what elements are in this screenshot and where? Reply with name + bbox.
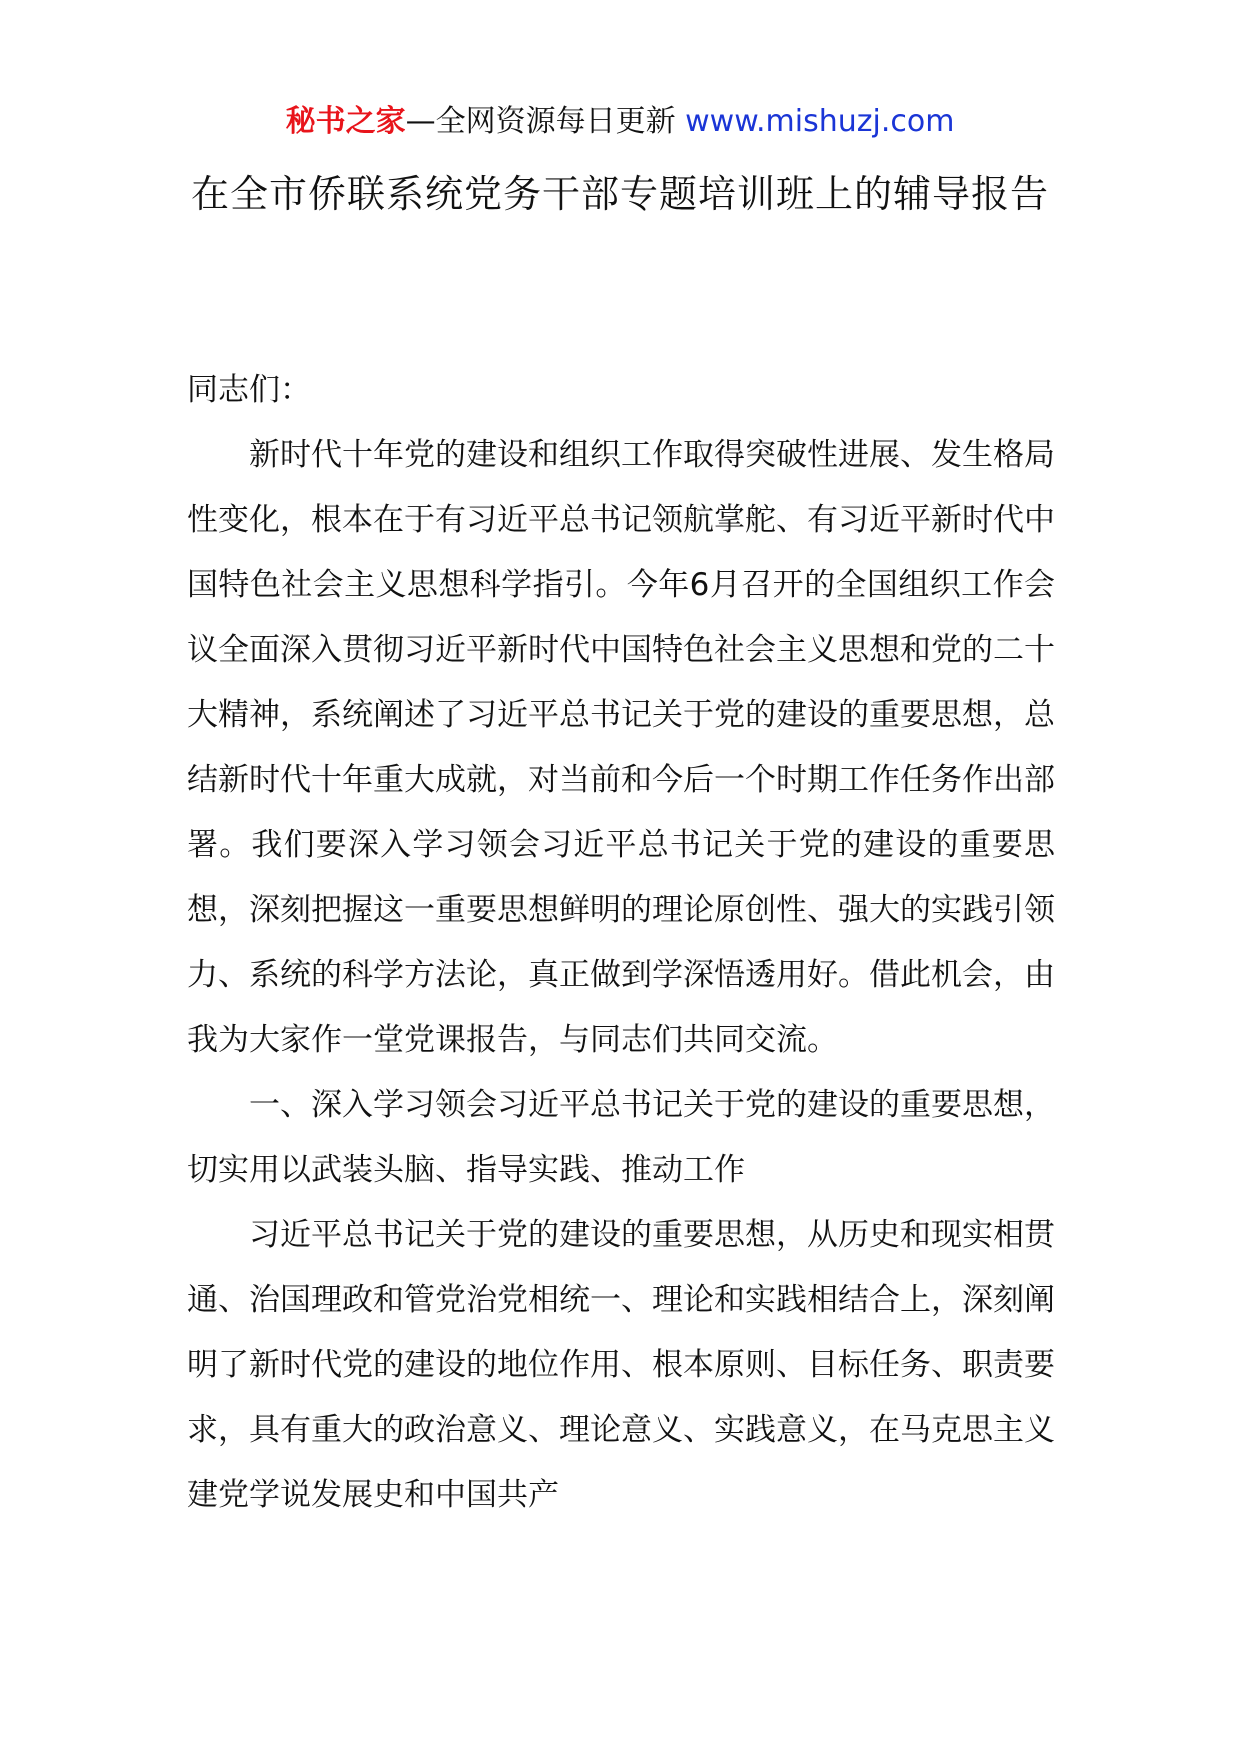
site-brand: 秘书之家 (285, 104, 406, 139)
site-url-link[interactable]: www.mishuzj.com (685, 104, 955, 139)
salutation: 同志们： (187, 372, 311, 408)
site-tagline: —全网资源每日更新 (405, 104, 686, 139)
document-title: 在全市侨联系统党务干部专题培训班上的辅导报告 (190, 172, 1049, 216)
paragraph-intro: 新时代十年党的建设和组织工作取得突破性进展、发生格局性变化，根本在于有习近平总书记领航掌舵、有习近平新时代中国特色社会主义思想科学指引。今年6月召开的全国组织工作会议全面深入贯彻习近平新时代中国特色社会主义思想和党的二十大精神，系统阐述了习近平总书记关于党的建设的重要思想，总结新时代十年重大成就，对当前和今后一个时期工作任务作出部署。我们要深入学习领会习近平总书记关于党的建设的重要思想，深刻把握这一重要思想鲜明的理论原创性、强大的实践引领力、系统的科学方法论，真正做到学深悟透用好。借此机会，由我为大家作一堂党课报告，与同志们共同交流。 (187, 437, 1055, 1058)
paragraph-section-1: 习近平总书记关于党的建设的重要思想，从历史和现实相贯通、治国理政和管党治党相统一、理论和实践相结合上，深刻阐明了新时代党的建设的地位作用、根本原则、目标任务、职责要求，具有重大的政治意义、理论意义、实践意义，在马克思主义建党学说发展史和中国共产 (187, 1217, 1055, 1513)
site-header (0, 100, 1240, 144)
document-body (187, 358, 1055, 1528)
section-heading-1: 一、深入学习领会习近平总书记关于党的建设的重要思想，切实用以武装头脑、指导实践、推动工作 (187, 1087, 1055, 1188)
